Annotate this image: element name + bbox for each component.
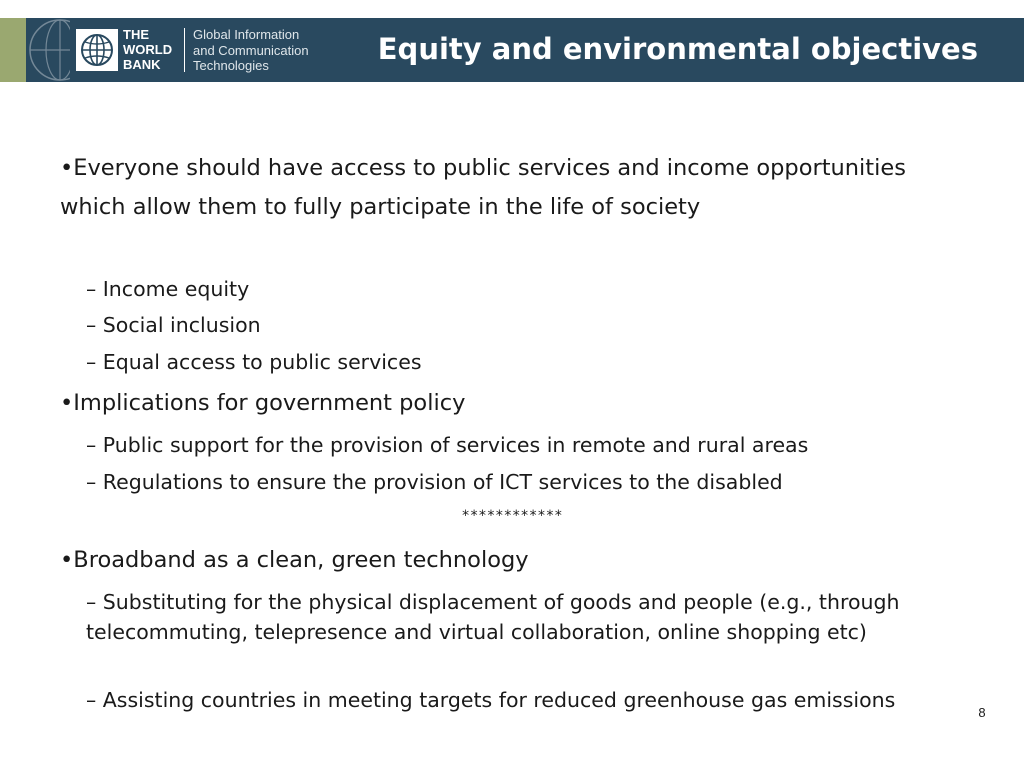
subitem-social-inclusion: – Social inclusion (86, 313, 261, 337)
slide-title: Equity and environmental objectives (377, 32, 978, 66)
bullet-policy: •Implications for government policy (60, 390, 466, 416)
logo-subtitle-line-1: Global Information (193, 27, 300, 42)
subitem-income-equity: – Income equity (86, 277, 250, 301)
logo-line-1: THE (123, 27, 149, 42)
logo-line-3: BANK (123, 57, 161, 72)
logo-line-2: WORLD (123, 42, 173, 57)
subitem-public-support: – Public support for the provision of services in remote and rural areas (86, 433, 809, 457)
subitem-equal-access: – Equal access to public services (86, 350, 422, 374)
logo-subtitle-line-3: Technologies (193, 58, 269, 73)
subitem-substituting: – Substituting for the physical displacement of goods and people (e.g., through telecommuting, telepresence and virtual collaboration, online shopping etc) (86, 590, 900, 644)
logo-subtitle-line-2: and Communication (193, 42, 309, 58)
bullet-broadband: •Broadband as a clean, green technology (60, 547, 529, 573)
subitem-greenhouse: – Assisting countries in meeting targets for reduced greenhouse gas emissions (86, 688, 896, 712)
subitem-regulations: – Regulations to ensure the provision of ICT services to the disabled (86, 470, 783, 494)
page-number: 8 (978, 705, 986, 720)
bullet-access: •Everyone should have access to public services and income opportunities which allow them to fully participate in the life of society (60, 155, 906, 220)
asterisk-separator: ************ (461, 508, 563, 524)
